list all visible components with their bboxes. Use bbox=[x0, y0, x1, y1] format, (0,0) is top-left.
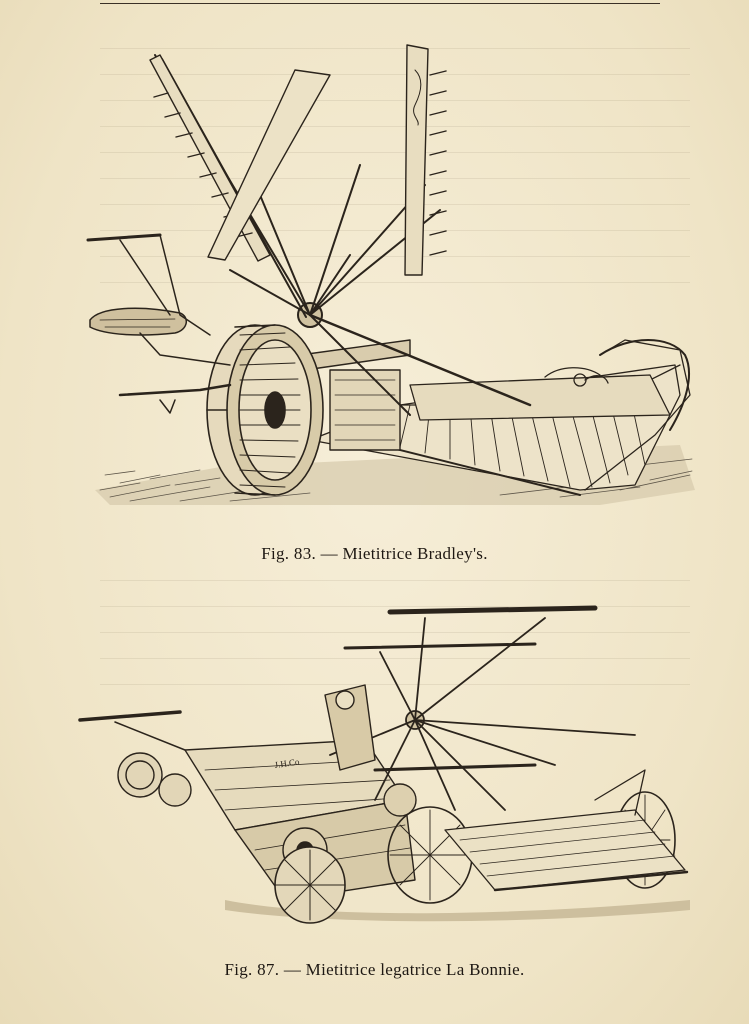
fig83-caption: Fig. 83. — Mietitrice Bradley's. bbox=[261, 544, 488, 563]
svg-text:J.H.Co: J.H.Co bbox=[273, 756, 301, 770]
fig83-illustration bbox=[80, 35, 700, 535]
pole bbox=[80, 712, 180, 720]
cutting-platform bbox=[445, 770, 687, 890]
fig87-caption: Fig. 87. — Mietitrice legatrice La Bonnie. bbox=[224, 960, 525, 979]
drive-wheel bbox=[207, 325, 323, 495]
top-rule bbox=[100, 3, 660, 4]
fig87-illustration bbox=[75, 600, 705, 935]
